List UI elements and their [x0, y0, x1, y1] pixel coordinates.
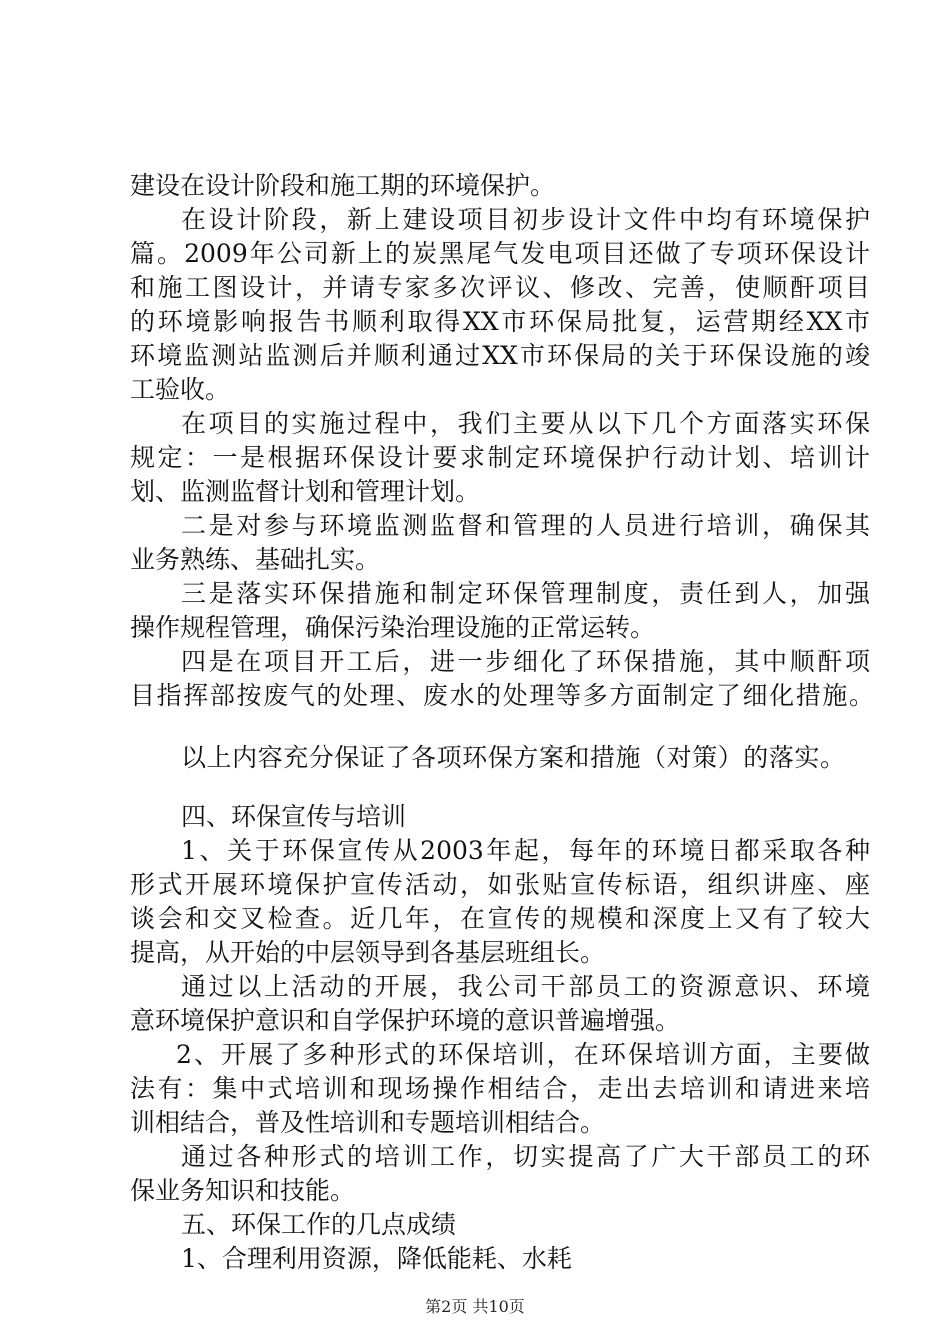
text-line: 在项目的实施过程中，我们主要从以下几个方面落实环保 — [181, 409, 870, 438]
text-line: 环境监测站监测后并顺利通过XX市环保局的关于环保设施的竣 — [130, 341, 870, 370]
text-line: 业务熟练、基础扎实。 — [130, 545, 381, 574]
text-line: 通过以上活动的开展，我公司干部员工的资源意识、环境 — [181, 972, 870, 1001]
text-line: 目指挥部按废气的处理、废水的处理等多方面制定了细化措施。 — [130, 681, 874, 710]
text-line: 法有：集中式培训和现场操作相结合，走出去培训和请进来培 — [130, 1074, 870, 1103]
text-line: 保业务知识和技能。 — [130, 1176, 356, 1205]
text-line: 篇。2009年公司新上的炭黑尾气发电项目还做了专项环保设计 — [130, 239, 870, 268]
text-line: 和施工图设计，并请专家多次评议、修改、完善，使顺酐项目 — [130, 273, 870, 302]
text-line: 的环境影响报告书顺利取得XX市环保局批复，运营期经XX市 — [130, 307, 870, 336]
text-line: 训相结合，普及性培训和专题培训相结合。 — [130, 1108, 606, 1137]
text-line: 操作规程管理，确保污染治理设施的正常运转。 — [130, 613, 656, 642]
text-line: 建设在设计阶段和施工期的环境保护。 — [130, 171, 556, 200]
page-footer: 第2页 共10页 — [425, 1297, 525, 1316]
text-line: 在设计阶段，新上建设项目初步设计文件中均有环境保护 — [181, 205, 870, 234]
section-heading: 四、环保宣传与培训 — [181, 802, 407, 831]
text-line: 1、关于环保宣传从2003年起，每年的环境日都采取各种 — [181, 836, 870, 865]
text-line: 提高，从开始的中层领导到各基层班组长。 — [130, 938, 606, 967]
text-line: 意环境保护意识和自学保护环境的意识普遍增强。 — [130, 1006, 681, 1035]
text-line: 形式开展环境保护宣传活动，如张贴宣传标语，组织讲座、座 — [130, 870, 870, 899]
text-line: 划、监测监督计划和管理计划。 — [130, 477, 481, 506]
text-line: 工验收。 — [130, 375, 231, 404]
text-line: 二是对参与环境监测监督和管理的人员进行培训，确保其 — [181, 511, 870, 540]
section-heading: 五、环保工作的几点成绩 — [181, 1210, 457, 1239]
text-line: 1、合理利用资源，降低能耗、水耗 — [181, 1244, 572, 1273]
text-line: 通过各种形式的培训工作，切实提高了广大干部员工的环 — [181, 1142, 870, 1171]
text-line: 规定：一是根据环保设计要求制定环境保护行动计划、培训计 — [130, 443, 870, 472]
text-line: 三是落实环保措施和制定环保管理制度，责任到人，加强 — [181, 579, 870, 608]
text-line: 2、开展了多种形式的环保培训，在环保培训方面，主要做 — [176, 1040, 870, 1069]
text-line: 谈会和交叉检查。近几年，在宣传的规模和深度上又有了较大 — [130, 904, 870, 933]
text-line: 以上内容充分保证了各项环保方案和措施（对策）的落实。 — [181, 743, 845, 772]
text-line: 四是在项目开工后，进一步细化了环保措施，其中顺酐项 — [181, 647, 870, 676]
